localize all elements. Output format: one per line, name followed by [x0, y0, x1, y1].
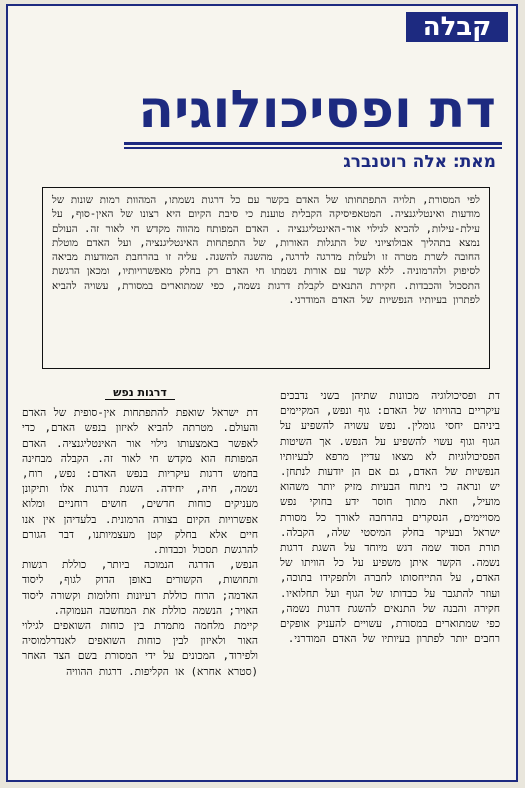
author-byline: מאת: אלה רוטנברג	[343, 152, 496, 172]
section-heading	[22, 385, 258, 400]
magazine-page	[6, 4, 518, 782]
title-rule-thin	[124, 147, 502, 149]
article-title: דת ופסיכולוגיה	[138, 80, 496, 140]
abstract-box	[42, 187, 490, 369]
left-paragraph-2: הנפש, הדרגה הנמוכה ביותר, כוללת רגשות ותחושות, הקשורים באופן הדוק לגוף, ליסוד האדמה; הרוח כוללת רעיונות וחלומות וקשורה ליסוד האויר; הנשמה כוללת את המחשבה העמוקה.	[22, 559, 258, 617]
right-column	[280, 389, 500, 764]
right-column-text: דת ופסיכולוגיה מכוונות שתיהן בשני נדבכים עיקריים בהוויתו של האדם: גוף ונפש, המקיימים ביניהם יחסי גומלין. נפש עשויה להשפיע על הגוף וגוף עשוי להשפיע על הנפש. אך השיטות הפסיכולוגיות לא מצאו עדיין מרפא לבעיותיו הנפשיות של האדם, גם אם הן יודעות לנתחן. יש ונראה כי ניתוח הבעיות מזיק יותר משהוא מועיל, וזאת מתוך חוסר ידע בחוקי נפש מסויימים, הנסקרים בהרחבה לאורך כל מסורת ישראל ובעיקר בחלק המיסטי שלה, הקבלה. תורת הסוד שמה דגש מיוחד על השגת דרגות נשמה. הקשר איתן משפיע על כל הוויתו של האדם, על התייחסותו לחברה ולתפקידו בתוכה, ועוזר להתגבר על כבדותו של הגוף ועל תחלואיו. חקירה והבנה של התנאים להשגת דרגות נשמה, כפי שמתוארים במסורת, עשויים להעניק אופקים רחבים יותר לפתרון בעיותיו של האדם המודרני.	[280, 390, 500, 646]
left-column	[22, 385, 258, 765]
left-paragraph-3: קיימת מלחמה מתמדת בין כוחות השואפים לגילוי האור ולאיזון לבין כוחות השואפים לאנדרלמוסיה ולפירוד, המכונים על ידי המסורת בשם הצד האחר (סטרא אחרא) או הקליפות. דרגות ההוויה	[22, 620, 258, 678]
title-rule	[124, 142, 502, 145]
section-heading-text: דרגות נפש	[105, 386, 175, 400]
left-paragraph-1: דת ישראל שואפת להתפתחות אין-סופית של האדם והעולם. מטרתה להביא לאיזון בנפש האדם, כדי לאפשר באמצעותו גילוי אור האינטליגנציה. האדם המפותח הוא מקדש חי לאור זה. הקבלה מבחינה בחמש דרגות עיקריות בנפש האדם: נפש, רוח, נשמה, חיה, יחידה. השגת דרגות אלו ותיקונן מעניקים כוחות חדשים, חושים רוחניים ומלוא אפשרויות הקיום בצורה הרמונית. בלעדיהן אין אנו חיים אלא בחלק קטן מעצמיותנו, דבר הגורם להרגשת תסכול וכבדות.	[22, 407, 258, 557]
abstract-text: לפי המסורת, תלויה התפתחותו של האדם בקשר עם כל דרגות נשמתו, המהוות רמות שונות של מודעות ואינטליגנציה. המטאפיסיקה הקבלית טוענת כי סיבת הקיום היא רצונו של האין-סוף, על עילת-עילות, להביא לגילוי אור-האינטליגנציה . האדם המפותח מהווה מקדש חי לאור זה. העולם נמצא בתהליך אבולוציוני של התגלות האורות, של התפתחות האינטליגנציה, ועל האדם מוטלת החובה לשרת מטרה זו ולעלות מדרגה לדרגה, מהשגה להשגה. עליה זו בהרחבת המודעות מביאה לסיפוק ולהרמוניה. ללא קשר עם אורות נשמתו חי האדם רק בחלק מאפשרויותיו, ומכאן הרגשת התסכול והכבדות. חקירת התנאים לקבלת דרגות נשמה, כפי שמתוארים במסורת, עשויה להביא לפתרון בעיותיו הנפשיות של האדם המודרני.	[52, 194, 480, 307]
section-label: קבלה	[406, 12, 508, 42]
